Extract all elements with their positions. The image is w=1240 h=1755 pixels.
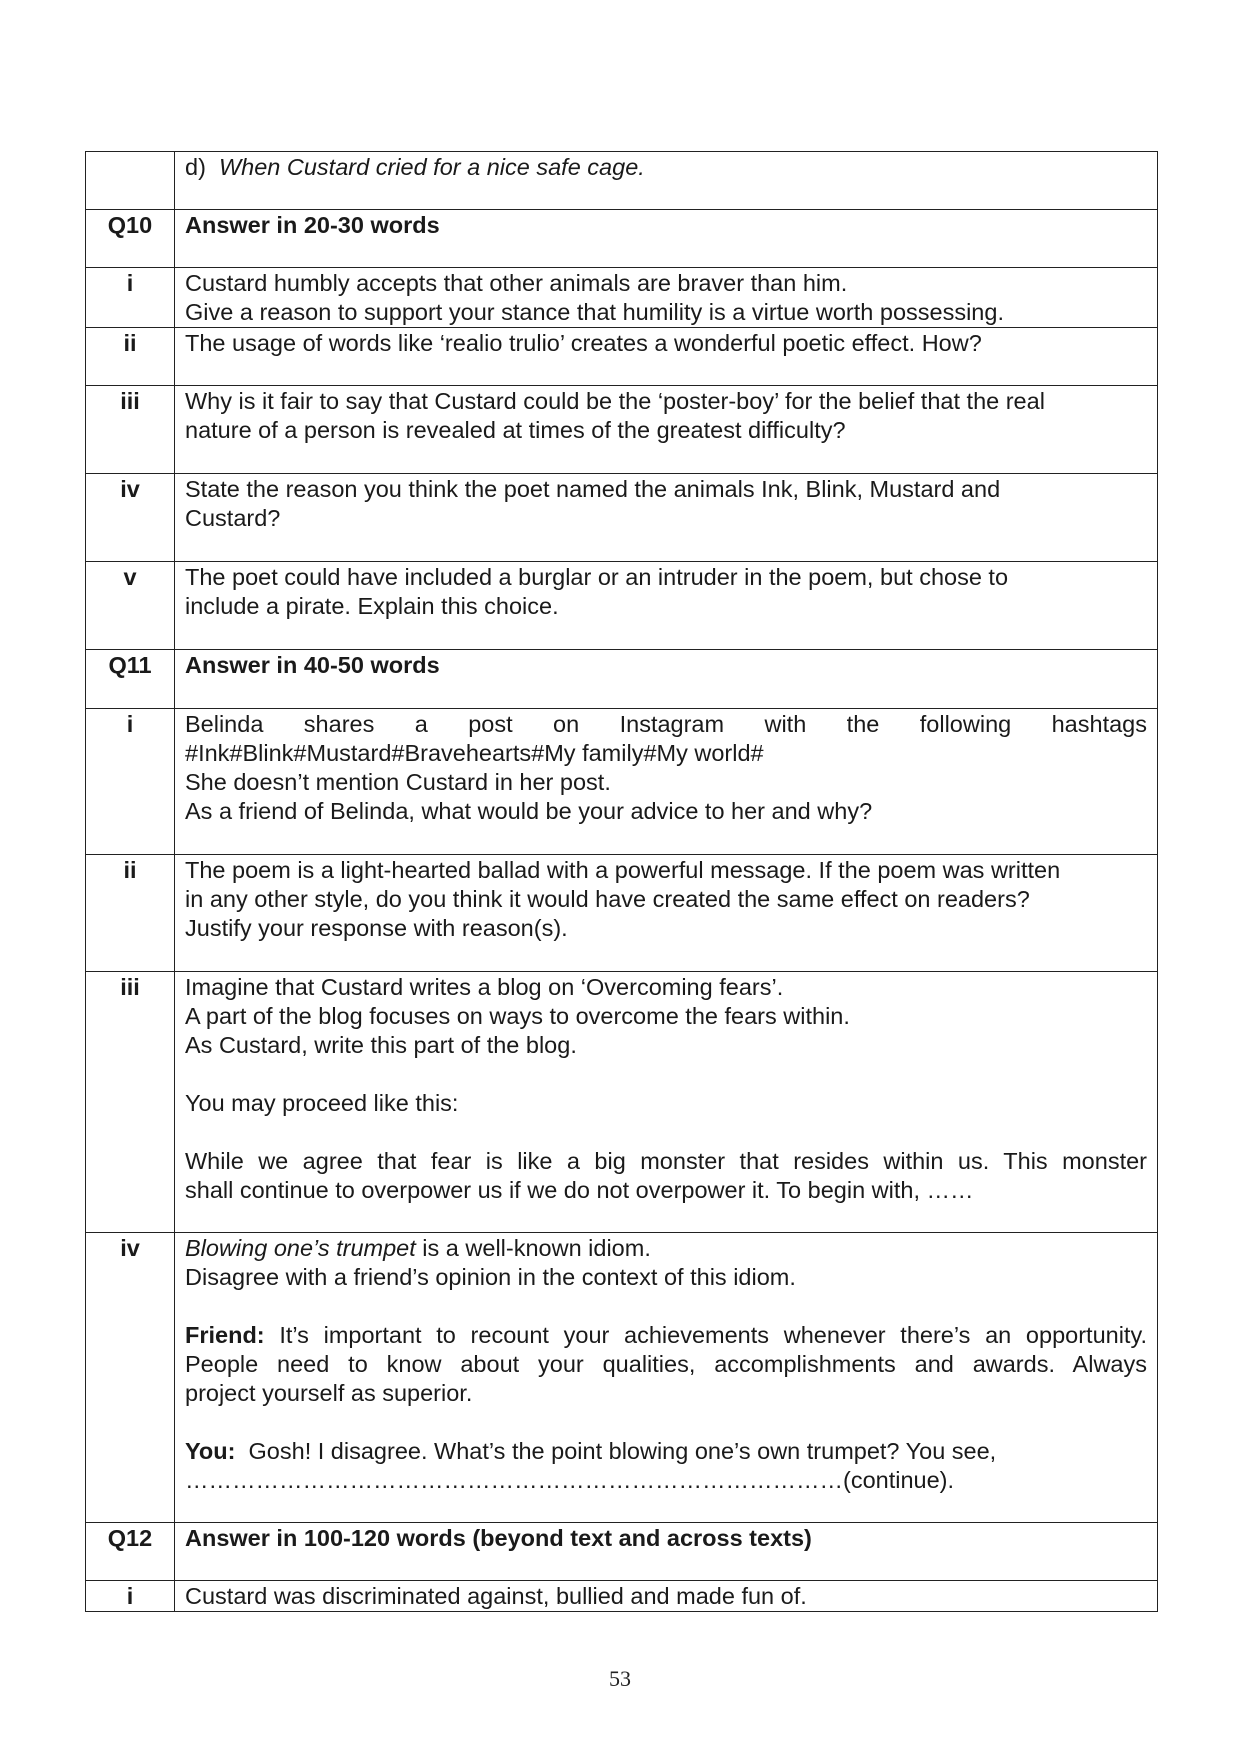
text-line: Imagine that Custard writes a blog on ‘Overcoming fears’.	[185, 974, 784, 1000]
row-number: Q11	[86, 650, 175, 709]
table-row	[86, 1523, 1158, 1581]
text-line	[185, 1234, 1147, 1263]
table-row	[86, 210, 1158, 268]
spacer	[185, 1408, 1147, 1437]
page-number: 53	[609, 1666, 631, 1691]
idiom-text: Blowing one’s trumpet	[185, 1235, 416, 1261]
question-text	[175, 562, 1158, 650]
text-line: As a friend of Belinda, what would be your advice to her and why?	[185, 798, 873, 824]
text-line: …………………………………………………………………………(continue).	[185, 1467, 955, 1493]
text-line: A part of the blog focuses on ways to overcome the fears within.	[185, 1003, 850, 1029]
text-line: The poet could have included a burglar or an intruder in the poem, but chose to	[185, 564, 1009, 590]
speaker-text: Gosh! I disagree. What’s the point blowing one’s own trumpet? You see,	[235, 1438, 997, 1464]
row-number: ii	[86, 328, 175, 386]
table-row	[86, 650, 1158, 709]
text-line: The usage of words like ‘realio trulio’ creates a wonderful poetic effect. How?	[185, 330, 982, 356]
text-line: Justify your response with reason(s).	[185, 915, 568, 941]
text-line: Disagree with a friend’s opinion in the context of this idiom.	[185, 1264, 796, 1290]
table-row	[86, 386, 1158, 474]
text-line: nature of a person is revealed at times of the greatest difficulty?	[185, 417, 846, 443]
row-number: iv	[86, 474, 175, 562]
text-line: Give a reason to support your stance that humility is a virtue worth possessing.	[185, 299, 1004, 325]
speaker-text: It’s important to recount your achievements whenever there’s an opportunity.	[264, 1322, 1147, 1348]
row-number: v	[86, 562, 175, 650]
text-line: include a pirate. Explain this choice.	[185, 593, 559, 619]
row-number: i	[86, 709, 175, 855]
text-line: The poem is a light-hearted ballad with a powerful message. If the poem was written	[185, 857, 1061, 883]
table-row	[86, 972, 1158, 1233]
spacer	[185, 1060, 1147, 1089]
table-row	[86, 562, 1158, 650]
table-row	[86, 1233, 1158, 1523]
question-text	[175, 1233, 1158, 1523]
question-text	[175, 268, 1158, 328]
table-row	[86, 474, 1158, 562]
table-row	[86, 268, 1158, 328]
section-heading: Answer in 40-50 words	[175, 650, 1158, 709]
question-text	[175, 855, 1158, 972]
table-row	[86, 855, 1158, 972]
section-heading: Answer in 100-120 words (beyond text and across texts)	[175, 1523, 1158, 1581]
text-line: People need to know about your qualities, accomplishments and awards. Always	[185, 1351, 1147, 1377]
table-row	[86, 152, 1158, 210]
row-number: ii	[86, 855, 175, 972]
question-text	[175, 972, 1158, 1233]
question-text	[175, 328, 1158, 386]
question-text	[175, 1581, 1158, 1612]
row-number	[86, 152, 175, 210]
row-number: i	[86, 268, 175, 328]
row-number: Q12	[86, 1523, 175, 1581]
text-line: While we agree that fear is like a big monster that resides within us. This monster	[185, 1148, 1147, 1174]
speaker-label: You:	[185, 1438, 236, 1464]
text-line: She doesn’t mention Custard in her post.	[185, 769, 611, 795]
row-number: Q10	[86, 210, 175, 268]
text-line: #Ink#Blink#Mustard#Bravehearts#My family#My world#	[185, 740, 764, 766]
text-line: Custard?	[185, 505, 281, 531]
text-line: Custard was discriminated against, bullied and made fun of.	[185, 1583, 807, 1609]
table-row	[86, 328, 1158, 386]
section-heading: Answer in 20-30 words	[175, 210, 1158, 268]
row-number: iii	[86, 972, 175, 1233]
text-line: Custard humbly accepts that other animals are braver than him.	[185, 270, 848, 296]
idiom-rest: is a well-known idiom.	[415, 1235, 651, 1261]
text-line: in any other style, do you think it would have created the same effect on readers?	[185, 886, 1030, 912]
row-number: iii	[86, 386, 175, 474]
table-row	[86, 1581, 1158, 1612]
text-line: State the reason you think the poet named the animals Ink, Blink, Mustard and	[185, 476, 1001, 502]
text-line: You may proceed like this:	[185, 1090, 459, 1116]
question-text	[175, 152, 1158, 210]
text-line: shall continue to overpower us if we do not overpower it. To begin with, ……	[185, 1177, 974, 1203]
option-label: d)	[185, 154, 206, 180]
question-text	[175, 386, 1158, 474]
row-number: i	[86, 1581, 175, 1612]
spacer	[185, 1118, 1147, 1147]
row-number: iv	[86, 1233, 175, 1523]
speaker-label: Friend:	[185, 1322, 265, 1348]
question-text	[175, 709, 1158, 855]
text-line: Why is it fair to say that Custard could be the ‘poster-boy’ for the belief that the real	[185, 388, 1045, 414]
spacer	[185, 1292, 1147, 1321]
text-line: Belinda shares a post on Instagram with the following hashtags	[185, 711, 1147, 737]
table-row	[86, 709, 1158, 855]
question-table	[85, 151, 1158, 1612]
option-text: When Custard cried for a nice safe cage.	[218, 154, 645, 180]
question-text	[175, 474, 1158, 562]
text-line: As Custard, write this part of the blog.	[185, 1032, 577, 1058]
text-line	[185, 1321, 1147, 1350]
text-line	[185, 1437, 1147, 1466]
text-line: project yourself as superior.	[185, 1380, 473, 1406]
